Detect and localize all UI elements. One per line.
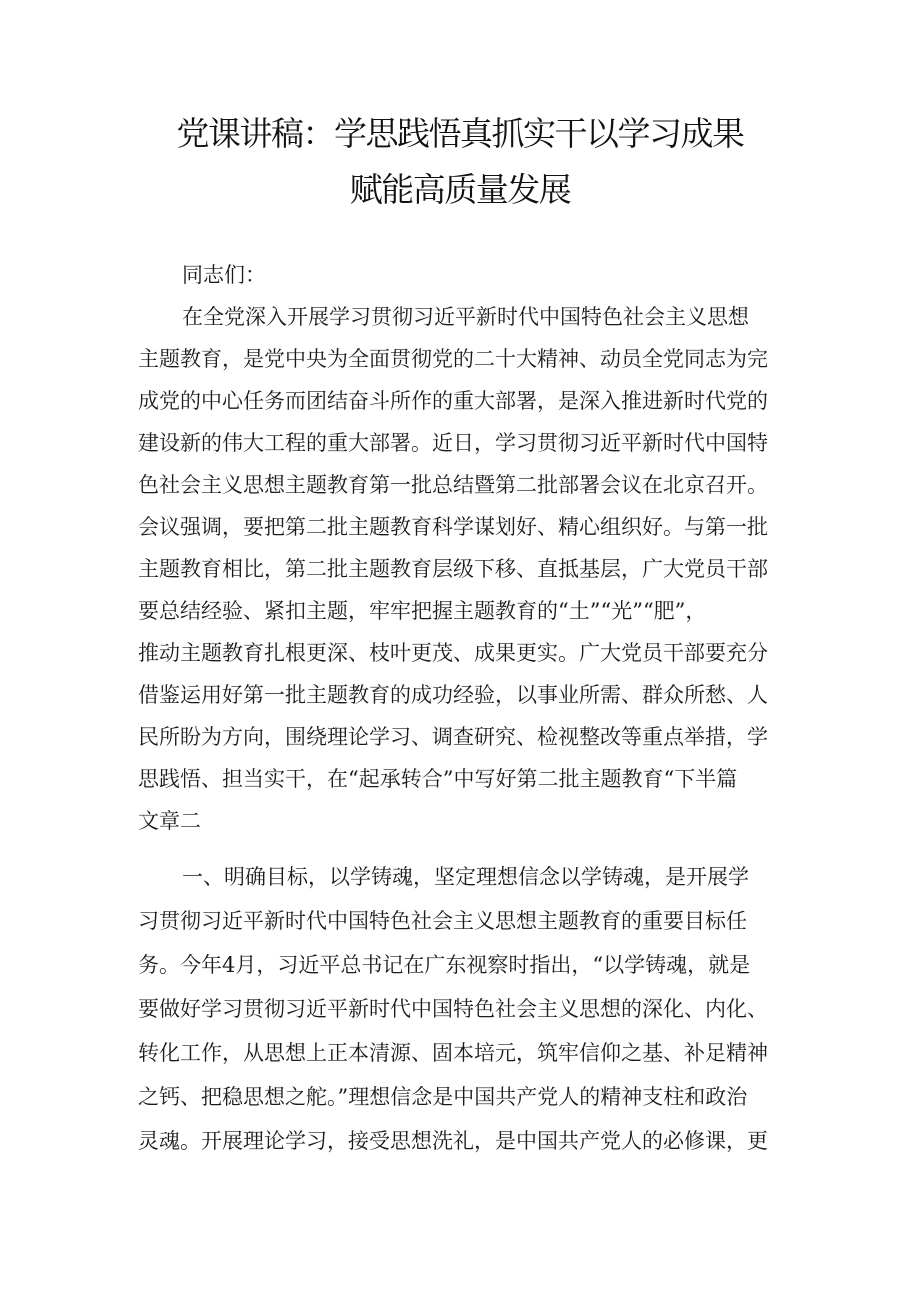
document-title-line-1: 党课讲稿：学思践悟真抓实干以学习成果	[176, 114, 744, 153]
paragraph-line: 一、明确目标，以学铸魂，坚定理想信念以学铸魂，是开展学	[182, 865, 749, 889]
paragraph-line: 务。今年4月，习近平总书记在广东视察时指出，“以学铸魂，就是	[138, 953, 751, 977]
paragraph-line: 要总结经验、紧扣主题，牢牢把握主题教育的“土”“光”“肥”，	[138, 599, 707, 623]
paragraph-line: 民所盼为方向，围绕理论学习、调查研究、检视整改等重点举措，学	[138, 725, 768, 749]
paragraph-line: 推动主题教育扎根更深、枝叶更茂、成果更实。广大党员干部要充分	[138, 641, 768, 665]
paragraph-line: 主题教育相比，第二批主题教育层级下移、直抵基层，广大党员干部	[138, 557, 768, 581]
paragraph-line: 灵魂。开展理论学习，接受思想洗礼，是中国共产党人的必修课，更	[138, 1129, 768, 1153]
paragraph-line: 主题教育，是党中央为全面贯彻党的二十大精神、动员全党同志为完	[138, 347, 768, 371]
paragraph-line: 建设新的伟大工程的重大部署。近日，学习贯彻习近平新时代中国特	[138, 431, 768, 455]
paragraph-line: 色社会主义思想主题教育第一批总结暨第二批部署会议在北京召开。	[138, 473, 768, 497]
paragraph-line: 思践悟、担当实干，在“起承转合”中写好第二批主题教育“下半篇	[138, 767, 738, 791]
paragraph-line: 成党的中心任务而团结奋斗所作的重大部署，是深入推进新时代党的	[138, 389, 768, 413]
paragraph-line: 转化工作，从思想上正本清源、固本培元，筑牢信仰之基、补足精神	[138, 1041, 768, 1065]
paragraph-line: 会议强调，要把第二批主题教育科学谋划好、精心组织好。与第一批	[138, 515, 768, 539]
paragraph-line: 在全党深入开展学习贯彻习近平新时代中国特色社会主义思想	[182, 305, 749, 329]
paragraph-line: 借鉴运用好第一批主题教育的成功经验，以事业所需、群众所愁、人	[138, 683, 768, 707]
paragraph-line: 之钙、把稳思想之舵。”理想信念是中国共产党人的精神支柱和政治	[138, 1085, 748, 1109]
paragraph-line: 要做好学习贯彻习近平新时代中国特色社会主义思想的深化、内化、	[138, 997, 768, 1021]
salutation: 同志们：	[182, 263, 266, 287]
paragraph-line: 文章二	[138, 809, 201, 833]
document-title-line-2: 赋能高质量发展	[349, 170, 571, 209]
paragraph-line: 习贯彻习近平新时代中国特色社会主义思想主题教育的重要目标任	[138, 909, 747, 933]
